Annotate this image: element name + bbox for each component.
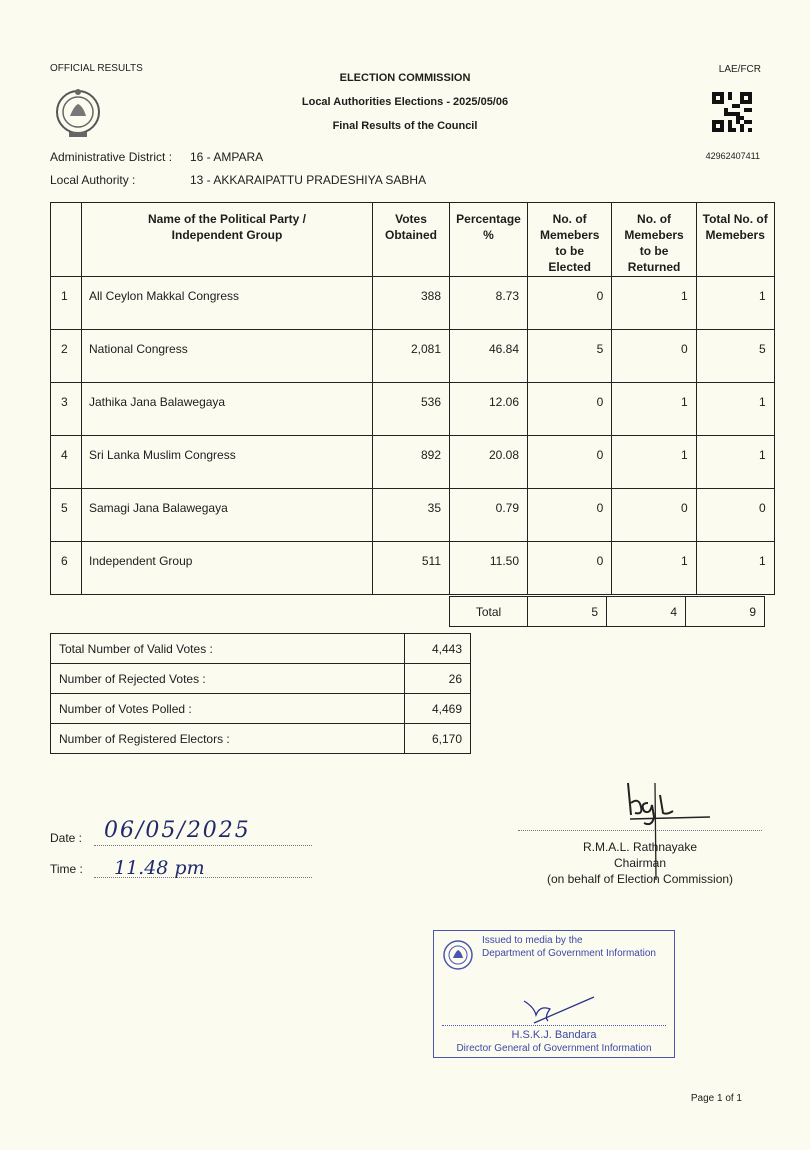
- stamp-title: Director General of Government Information: [456, 1043, 652, 1054]
- header-party: Name of the Political Party / Independent Group: [82, 203, 373, 277]
- row-number: 4: [51, 436, 82, 489]
- date-handwritten: 06/05/2025: [104, 818, 251, 843]
- signatory-name: R.M.A.L. Rathnayake: [582, 840, 698, 854]
- party-name: Sri Lanka Muslim Congress: [82, 436, 373, 489]
- row-number: 2: [51, 330, 82, 383]
- percentage-cell: 20.08: [450, 436, 528, 489]
- votes-polled-label: Number of Votes Polled :: [51, 694, 405, 724]
- table-row: [51, 277, 775, 330]
- district-value: 16 - AMPARA: [190, 150, 264, 164]
- votes-cell: 35: [373, 489, 450, 542]
- party-name: Samagi Jana Balawegaya: [82, 489, 373, 542]
- summary-row: [51, 664, 471, 694]
- date-line: [94, 845, 312, 846]
- document-number: 42962407411: [705, 151, 760, 161]
- authority-value: 13 - AKKARAIPATTU PRADESHIYA SABHA: [190, 173, 427, 187]
- registered-electors-label: Number of Registered Electors :: [51, 724, 405, 754]
- authority-label: Local Authority :: [50, 173, 136, 187]
- signatory-note: (on behalf of Election Commission): [546, 872, 734, 886]
- total-members-cell: 1: [696, 542, 774, 595]
- rejected-votes-label: Number of Rejected Votes :: [51, 664, 405, 694]
- party-name: Independent Group: [82, 542, 373, 595]
- returned-cell: 1: [612, 383, 696, 436]
- returned-cell: 0: [612, 489, 696, 542]
- summary-row: [51, 694, 471, 724]
- header-no: [51, 203, 82, 277]
- page-number: Page 1 of 1: [690, 1093, 742, 1104]
- header-votes: Votes Obtained: [373, 203, 450, 277]
- elected-cell: 5: [528, 330, 612, 383]
- percentage-cell: 8.73: [450, 277, 528, 330]
- percentage-cell: 0.79: [450, 489, 528, 542]
- official-results-label: OFFICIAL RESULTS: [50, 63, 143, 74]
- totals-total-members: 9: [686, 597, 765, 627]
- total-members-cell: 1: [696, 383, 774, 436]
- registered-electors-value: 6,170: [405, 724, 471, 754]
- election-title: Local Authorities Elections - 2025/05/06: [301, 96, 509, 108]
- valid-votes-value: 4,443: [405, 634, 471, 664]
- valid-votes-label: Total Number of Valid Votes :: [51, 634, 405, 664]
- results-subtitle: Final Results of the Council: [332, 120, 478, 132]
- commission-title: ELECTION COMMISSION: [339, 72, 471, 84]
- returned-cell: 1: [612, 436, 696, 489]
- emblem-icon: [55, 86, 101, 145]
- returned-cell: 0: [612, 330, 696, 383]
- stamp-line-1: Issued to media by the: [482, 935, 583, 946]
- votes-cell: 2,081: [373, 330, 450, 383]
- district-label: Administrative District :: [50, 150, 173, 164]
- votes-cell: 511: [373, 542, 450, 595]
- totals-elected: 5: [528, 597, 607, 627]
- table-header-row: [51, 203, 775, 277]
- header-returned: No. of Memebers to be Returned: [612, 203, 696, 277]
- percentage-cell: 11.50: [450, 542, 528, 595]
- votes-cell: 536: [373, 383, 450, 436]
- media-release-stamp: [433, 930, 675, 1058]
- votes-cell: 892: [373, 436, 450, 489]
- summary-row: [51, 724, 471, 754]
- percentage-cell: 12.06: [450, 383, 528, 436]
- party-name: Jathika Jana Balawegaya: [82, 383, 373, 436]
- elected-cell: 0: [528, 383, 612, 436]
- elected-cell: 0: [528, 542, 612, 595]
- qr-code-icon: [712, 92, 752, 137]
- row-number: 1: [51, 277, 82, 330]
- table-row: [51, 330, 775, 383]
- elected-cell: 0: [528, 489, 612, 542]
- table-row: [51, 542, 775, 595]
- time-handwritten: 11.48 pm: [114, 857, 205, 879]
- party-name: National Congress: [82, 330, 373, 383]
- stamp-line-2: Department of Government Information: [482, 948, 656, 959]
- row-number: 6: [51, 542, 82, 595]
- table-row: [51, 383, 775, 436]
- total-members-cell: 1: [696, 277, 774, 330]
- total-members-cell: 0: [696, 489, 774, 542]
- header-total-members: Total No. of Memebers: [696, 203, 774, 277]
- table-row: [51, 436, 775, 489]
- row-number: 5: [51, 489, 82, 542]
- header-elected: No. of Memebers to be Elected: [528, 203, 612, 277]
- returned-cell: 1: [612, 277, 696, 330]
- totals-label: Total: [450, 597, 528, 627]
- date-label: Date :: [50, 831, 83, 845]
- elected-cell: 0: [528, 277, 612, 330]
- header-percentage: Percentage %: [450, 203, 528, 277]
- time-label: Time :: [50, 862, 83, 876]
- rejected-votes-value: 26: [405, 664, 471, 694]
- totals-returned: 4: [607, 597, 686, 627]
- votes-polled-value: 4,469: [405, 694, 471, 724]
- signatory-title: Chairman: [613, 856, 667, 870]
- votes-cell: 388: [373, 277, 450, 330]
- returned-cell: 1: [612, 542, 696, 595]
- stamp-emblem-icon: [442, 937, 474, 978]
- totals-table: [449, 596, 765, 627]
- party-name: All Ceylon Makkal Congress: [82, 277, 373, 330]
- form-code: LAE/FCR: [718, 64, 761, 75]
- stamp-name: H.S.K.J. Bandara: [511, 1029, 597, 1041]
- elected-cell: 0: [528, 436, 612, 489]
- summary-row: [51, 634, 471, 664]
- stamp-signature-line: [442, 1025, 666, 1026]
- results-table: [50, 202, 775, 595]
- row-number: 3: [51, 383, 82, 436]
- vote-summary-table: [50, 633, 471, 754]
- total-members-cell: 5: [696, 330, 774, 383]
- percentage-cell: 46.84: [450, 330, 528, 383]
- total-members-cell: 1: [696, 436, 774, 489]
- table-row: [51, 489, 775, 542]
